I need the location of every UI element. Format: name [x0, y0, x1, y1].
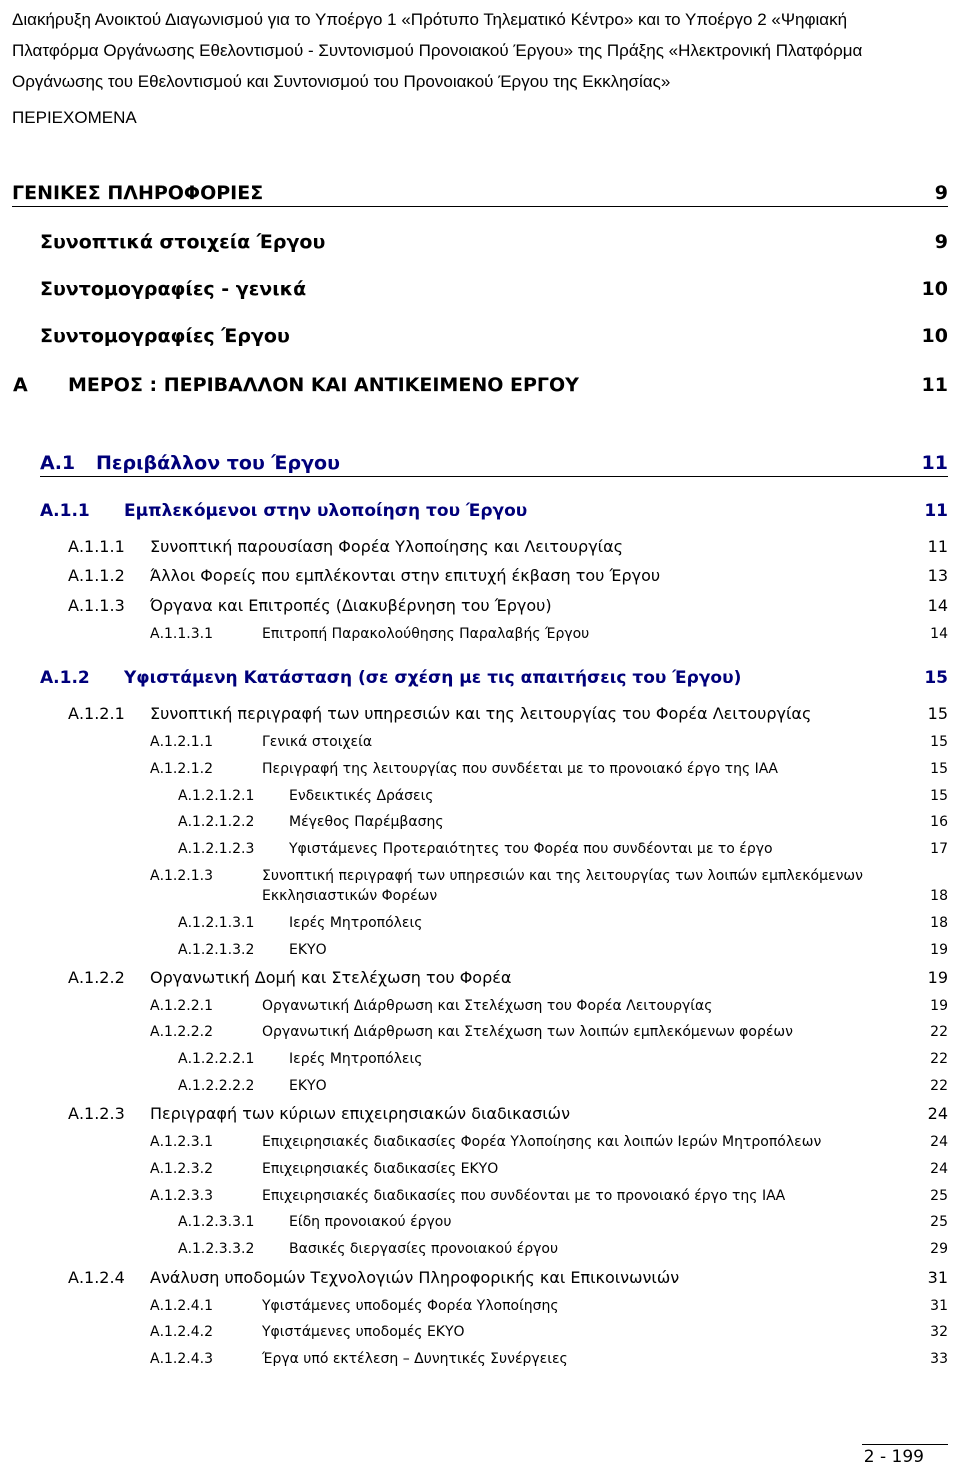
- toc-page: 22: [930, 1078, 948, 1094]
- toc-entry[interactable]: [0, 499, 960, 523]
- toc-number: Α.1.2.2: [68, 968, 125, 987]
- toc-entry[interactable]: [0, 536, 960, 558]
- toc-page: 17: [930, 841, 948, 857]
- toc-title: ΕΚΥΟ: [289, 1078, 327, 1094]
- toc-page: 19: [930, 998, 948, 1014]
- toc-entry[interactable]: [0, 759, 960, 779]
- toc-entry[interactable]: [0, 732, 960, 752]
- toc-title: Επιχειρησιακές διαδικασίες ΕΚΥΟ: [262, 1161, 499, 1177]
- toc-page: 22: [930, 1051, 948, 1067]
- toc-page: 15: [924, 668, 948, 688]
- toc-title: Οργανωτική Διάρθρωση και Στελέχωση των λοιπών εμπλεκόμενων φορέων: [262, 1024, 793, 1040]
- toc-number: Α.1.2.4: [68, 1268, 125, 1287]
- toc-page: 15: [930, 761, 948, 777]
- toc-number: Α.1: [40, 452, 76, 474]
- toc-title: Υφιστάμενες Προτεραιότητες του Φορέα που συνδέονται με το έργο: [289, 841, 773, 857]
- toc-title: Περιγραφή της λειτουργίας που συνδέεται με το προνοιακό έργο της ΙΑΑ: [262, 761, 778, 777]
- toc-number: Α.1.1.1: [68, 537, 125, 556]
- toc-entry[interactable]: [0, 1349, 960, 1369]
- toc-page: 11: [924, 501, 948, 521]
- toc-number: Α.1.2.3.2: [150, 1161, 214, 1177]
- toc-entry[interactable]: [0, 839, 960, 859]
- toc-number: Α.1.2.2.2.1: [178, 1051, 255, 1067]
- toc-page: 25: [930, 1214, 948, 1230]
- toc-title: Γενικά στοιχεία: [262, 734, 373, 750]
- toc-title: Ιερές Μητροπόλεις: [289, 1051, 423, 1067]
- toc-title: Συνοπτική περιγραφή των υπηρεσιών και της λειτουργίας των λοιπών εμπλεκόμενων: [262, 868, 863, 884]
- toc-entry[interactable]: [0, 967, 960, 989]
- toc-number: Α.1.2.3.3.2: [178, 1241, 255, 1257]
- toc-title: Επιχειρησιακές διαδικασίες Φορέα Υλοποίησης και λοιπών Ιερών Μητροπόλεων: [262, 1134, 822, 1150]
- toc-title: Υφιστάμενες υποδομές ΕΚΥΟ: [262, 1324, 465, 1340]
- toc-title: Ιερές Μητροπόλεις: [289, 915, 423, 931]
- toc-title: Έργα υπό εκτέλεση – Δυνητικές Συνέργειες: [262, 1351, 568, 1367]
- toc-entry[interactable]: [0, 1159, 960, 1179]
- toc-number: Α.1.1.2: [68, 566, 125, 585]
- toc-page: 19: [930, 942, 948, 958]
- toc-number: Α.1.2.1.3.1: [178, 915, 255, 931]
- toc-number: Α.1.2.3.1: [150, 1134, 214, 1150]
- toc-title: Συνοπτικά στοιχεία Έργου: [40, 231, 326, 253]
- toc-page: 16: [930, 814, 948, 830]
- toc-title: Βασικές διεργασίες προνοιακού έργου: [289, 1241, 559, 1257]
- toc-title: ΜΕΡΟΣ : ΠΕΡΙΒΑΛΛΟΝ ΚΑΙ ΑΝΤΙΚΕΙΜΕΝΟ ΕΡΓΟΥ: [68, 374, 579, 396]
- toc-entry[interactable]: [0, 1267, 960, 1289]
- toc-entry[interactable]: [0, 1049, 960, 1069]
- toc-entry[interactable]: [0, 624, 960, 644]
- toc-number: Α.1.2: [40, 668, 90, 688]
- toc-title: Συνοπτική παρουσίαση Φορέα Υλοποίησης και Λειτουργίας: [150, 537, 624, 556]
- toc-title: Μέγεθος Παρέμβασης: [289, 814, 444, 830]
- toc-number: Α.1.2.4.3: [150, 1351, 214, 1367]
- toc-entry[interactable]: [12, 180, 948, 207]
- toc-entry[interactable]: [0, 913, 960, 933]
- toc-entry[interactable]: [0, 1239, 960, 1259]
- toc-number: Α.1.2.1.2.1: [178, 788, 255, 804]
- toc-page: 31: [927, 1268, 948, 1287]
- toc-title: Συνοπτική περιγραφή των υπηρεσιών και της λειτουργίας του Φορέα Λειτουργίας: [150, 704, 812, 723]
- toc-title: Περιβάλλον του Έργου: [96, 452, 340, 474]
- toc-number: Α.1.2.4.1: [150, 1298, 214, 1314]
- page-number: 2 - 199: [863, 1447, 924, 1467]
- toc-entry[interactable]: [0, 666, 960, 690]
- toc-number: Α.1.2.2.2: [150, 1024, 214, 1040]
- toc-page: 15: [930, 788, 948, 804]
- toc-page: 24: [930, 1161, 948, 1177]
- toc-entry[interactable]: [0, 786, 960, 806]
- toc-title: Υφιστάμενες υποδομές Φορέα Υλοποίησης: [262, 1298, 559, 1314]
- toc-entry[interactable]: [0, 565, 960, 587]
- toc-number: Α.1.2.2.2.2: [178, 1078, 255, 1094]
- toc-page: 14: [927, 596, 948, 615]
- toc-page: 9: [934, 182, 948, 204]
- toc-number: Α.1.2.1.2.2: [178, 814, 255, 830]
- toc-title: ΕΚΥΟ: [289, 942, 327, 958]
- toc-page: 15: [930, 734, 948, 750]
- toc-title: Ενδεικτικές Δράσεις: [289, 788, 434, 804]
- toc-page: 11: [921, 452, 948, 474]
- contents-heading: ΠΕΡΙΕΧΟΜΕΝΑ: [12, 108, 137, 127]
- toc-number: Α.1.2.4.2: [150, 1324, 214, 1340]
- toc-number: Α.1.2.3.3.1: [178, 1214, 255, 1230]
- toc-entry[interactable]: [40, 450, 948, 477]
- toc-title: Όργανα και Επιτροπές (Διακυβέρνηση του Έργου): [150, 596, 552, 615]
- toc-number: Α.1.2.1: [68, 704, 125, 723]
- toc-entry[interactable]: [0, 1076, 960, 1096]
- toc-page: 18: [930, 915, 948, 931]
- toc-entry[interactable]: [0, 1132, 960, 1152]
- toc-number: Α.1.1.3: [68, 596, 125, 615]
- toc-page: 31: [930, 1298, 948, 1314]
- toc-entry[interactable]: [0, 996, 960, 1016]
- toc-number: Α.1.2.1.3.2: [178, 942, 255, 958]
- toc-page: 15: [927, 704, 948, 723]
- toc-entry[interactable]: [0, 276, 960, 302]
- toc-entry[interactable]: [0, 812, 960, 832]
- toc-page: 32: [930, 1324, 948, 1340]
- toc-entry[interactable]: [0, 372, 960, 398]
- toc-title: Οργανωτική Διάρθρωση και Στελέχωση του Φορέα Λειτουργίας: [262, 998, 713, 1014]
- toc-entry[interactable]: [0, 595, 960, 617]
- toc-title: Οργανωτική Δομή και Στελέχωση του Φορέα: [150, 968, 512, 987]
- toc-entry[interactable]: [0, 1022, 960, 1042]
- toc-page: 22: [930, 1024, 948, 1040]
- toc-page: 13: [927, 566, 948, 585]
- toc-entry[interactable]: [0, 1322, 960, 1342]
- toc-number: Α.1.2.3: [68, 1104, 125, 1123]
- toc-number: Α.1.2.1.2: [150, 761, 214, 777]
- toc-number: Α.1.1: [40, 501, 90, 521]
- toc-number: Α.1.2.1.3: [150, 868, 214, 884]
- toc-title: Επιχειρησιακές διαδικασίες που συνδέονται με το προνοιακό έργο της ΙΑΑ: [262, 1188, 786, 1204]
- toc-entry[interactable]: [0, 323, 960, 349]
- toc-entry[interactable]: [0, 940, 960, 960]
- toc-entry[interactable]: [0, 1103, 960, 1125]
- toc-page: 11: [927, 537, 948, 556]
- toc-title: Ανάλυση υποδομών Τεχνολογιών Πληροφορικής και Επικοινωνιών: [150, 1268, 680, 1287]
- document-header: [12, 4, 952, 133]
- toc-number: Α: [13, 374, 28, 396]
- toc-entry[interactable]: [0, 229, 960, 255]
- toc-title: Περιγραφή των κύριων επιχειρησιακών διαδικασιών: [150, 1104, 571, 1123]
- toc-entry[interactable]: [0, 1296, 960, 1316]
- toc-title: Συντομογραφίες - γενικά: [40, 278, 307, 300]
- toc-title: Συντομογραφίες Έργου: [40, 325, 290, 347]
- header-line-2: Πλατφόρμα Οργάνωσης Εθελοντισμού - Συντονισμού Προνοιακού Έργου» της Πράξης «Ηλεκτρονική Πλατφόρμα: [12, 41, 863, 60]
- toc-page: 25: [930, 1188, 948, 1204]
- toc-page: 14: [930, 626, 948, 642]
- toc-entry[interactable]: [0, 1212, 960, 1232]
- toc-page: 10: [921, 325, 948, 347]
- toc-page: 33: [930, 1351, 948, 1367]
- toc-number: Α.1.2.3.3: [150, 1188, 214, 1204]
- toc-entry[interactable]: [0, 703, 960, 725]
- toc-entry[interactable]: [0, 1186, 960, 1206]
- toc-page: 19: [927, 968, 948, 987]
- toc-number: Α.1.2.2.1: [150, 998, 214, 1014]
- toc-title: Εμπλεκόμενοι στην υλοποίηση του Έργου: [124, 501, 528, 521]
- toc-title: Επιτροπή Παρακολούθησης Παραλαβής Έργου: [262, 626, 590, 642]
- toc-entry[interactable]: [0, 866, 960, 910]
- toc-page: 9: [934, 231, 948, 253]
- toc-title: Είδη προνοιακού έργου: [289, 1214, 452, 1230]
- toc-page: 18: [930, 888, 948, 904]
- toc-page: 24: [927, 1104, 948, 1123]
- toc-number: Α.1.2.1.2.3: [178, 841, 255, 857]
- header-line-1: Διακήρυξη Ανοικτού Διαγωνισμού για το Υποέργο 1 «Πρότυπο Τηλεματικό Κέντρο» και το Υποέργο 2 «Ψηφιακή: [12, 10, 848, 29]
- toc-title-continued: Εκκλησιαστικών Φορέων: [262, 888, 438, 904]
- header-line-3: Οργάνωσης του Εθελοντισμού και Συντονισμού του Προνοιακού Έργου της Εκκλησίας»: [12, 72, 671, 91]
- toc-title: Υφιστάμενη Κατάσταση (σε σχέση με τις απαιτήσεις του Έργου): [124, 668, 742, 688]
- toc-number: Α.1.2.1.1: [150, 734, 214, 750]
- toc-title: Άλλοι Φορείς που εμπλέκονται στην επιτυχή έκβαση του Έργου: [150, 566, 661, 585]
- toc-title: ΓΕΝΙΚΕΣ ΠΛΗΡΟΦΟΡΙΕΣ: [12, 182, 264, 204]
- toc-page: 24: [930, 1134, 948, 1150]
- footer-divider: [862, 1444, 948, 1445]
- toc-number: Α.1.1.3.1: [150, 626, 214, 642]
- toc-page: 11: [921, 374, 948, 396]
- toc-page: 10: [921, 278, 948, 300]
- toc-page: 29: [930, 1241, 948, 1257]
